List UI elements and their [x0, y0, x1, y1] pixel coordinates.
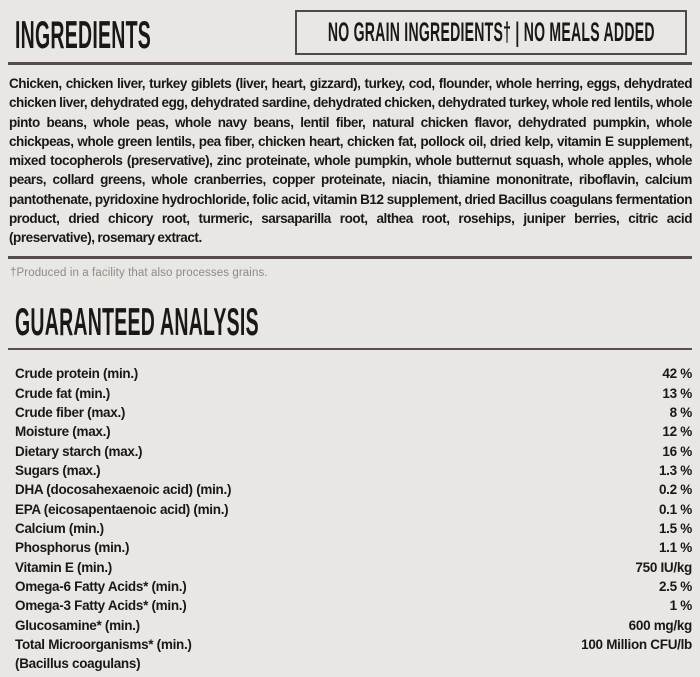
table-row [15, 538, 692, 557]
analysis-row-label: Dietary starch (max.) [15, 443, 143, 459]
analysis-row-label: Crude fiber (max.) [15, 404, 126, 420]
analysis-row-label: Sugars (max.) [15, 462, 101, 478]
analysis-row-value: 600 mg/kg [628, 617, 692, 633]
table-row [15, 635, 692, 654]
table-row [15, 461, 692, 480]
table-row [15, 403, 692, 422]
ingredients-section-title [15, 16, 287, 55]
analysis-row-value: 1.3 % [658, 462, 692, 478]
guaranteed-analysis-table [15, 364, 692, 674]
analysis-row-value: 42 % [662, 366, 692, 382]
analysis-row-value: 1 % [669, 598, 692, 614]
table-row [15, 422, 692, 441]
analysis-row-label: Phosphorus (min.) [15, 540, 130, 556]
analysis-row-value: 2.5 % [658, 578, 692, 594]
no-grain-badge [295, 10, 687, 55]
analysis-row-value: 1.5 % [658, 520, 692, 536]
analysis-row-label: Omega-3 Fatty Acids* (min.) [15, 598, 187, 614]
analysis-row-value: 8 % [669, 404, 692, 420]
analysis-divider-rule [8, 348, 692, 350]
guaranteed-analysis-title-text: GUARANTEED ANALYSIS [15, 301, 259, 344]
header-divider-rule [8, 62, 692, 65]
analysis-row-label: Calcium (min.) [15, 520, 104, 536]
analysis-row-label: Glucosamine* (min.) [15, 617, 140, 633]
guaranteed-analysis-title [15, 303, 503, 342]
analysis-row-label: EPA (eicosapentaenoic acid) (min.) [15, 501, 229, 517]
analysis-row-label: Vitamin E (min.) [15, 559, 112, 575]
analysis-row-label: Crude fat (min.) [15, 385, 110, 401]
table-row [15, 615, 692, 634]
table-row [15, 441, 692, 460]
analysis-row-value: 12 % [662, 424, 692, 440]
analysis-row-value: 0.1 % [658, 501, 692, 517]
table-row [15, 480, 692, 499]
analysis-row-value: 750 IU/kg [635, 559, 692, 575]
analysis-row-label: Omega-6 Fatty Acids* (min.) [15, 578, 187, 594]
table-row [15, 577, 692, 596]
analysis-row-label: Total Microorganisms* (min.) [15, 636, 192, 652]
table-row [15, 364, 692, 383]
analysis-row-value: 13 % [662, 385, 692, 401]
table-row [15, 499, 692, 518]
table-row [15, 596, 692, 615]
analysis-row-value: 0.2 % [658, 482, 692, 498]
table-row [15, 519, 692, 538]
ingredients-list-text: Chicken, chicken liver, turkey giblets (liver, heart, gizzard), turkey, cod, flounder, whole herring, eggs, dehydrated chicken liver, dehydrated egg, dehydrated sardine, dehydrated chicken, dehydrated turkey, whole red lentils, whole pinto beans, whole peas, whole navy beans, lentil fiber, natural chicken flavor, dehydrated pumpkin, whole chickpeas, whole green lentils, pea fiber, chicken heart, chicken fat, pollock oil, dried kelp, vitamin E supplement, mixed tocopherols (preservative), zinc proteinate, whole pumpkin, whole butternut squash, whole apples, whole pears, collard greens, whole cranberries, copper proteinate, niacin, thiamine mononitrate, riboflavin, calcium pantothenate, pyridoxine hydrochloride, folic acid, vitamin B12 supplement, dried Bacillus coagulans fermentation product, dried chicory root, turmeric, sarsaparilla root, althea root, rosehips, juniper berries, citric acid (preservative), rosemary extract. [9, 76, 692, 246]
analysis-row-value: 1.1 % [658, 540, 692, 556]
table-row [15, 654, 692, 673]
grain-facility-footnote: †Produced in a facility that also processes grains. [10, 267, 268, 279]
table-row [15, 383, 692, 402]
analysis-row-label: DHA (docosahexaenoic acid) (min.) [15, 482, 232, 498]
analysis-row-value: 16 % [662, 443, 692, 459]
table-row [15, 557, 692, 576]
analysis-row-value: 100 Million CFU/lb [581, 636, 692, 652]
no-grain-badge-text: NO GRAIN INGREDIENTS† | NO MEALS ADDED [327, 17, 655, 47]
analysis-row-label: (Bacillus coagulans) [15, 656, 141, 672]
ingredients-bottom-rule [8, 256, 692, 259]
analysis-row-label: Moisture (max.) [15, 424, 111, 440]
ingredients-title-text: INGREDIENTS [15, 14, 152, 57]
analysis-row-label: Crude protein (min.) [15, 366, 138, 382]
